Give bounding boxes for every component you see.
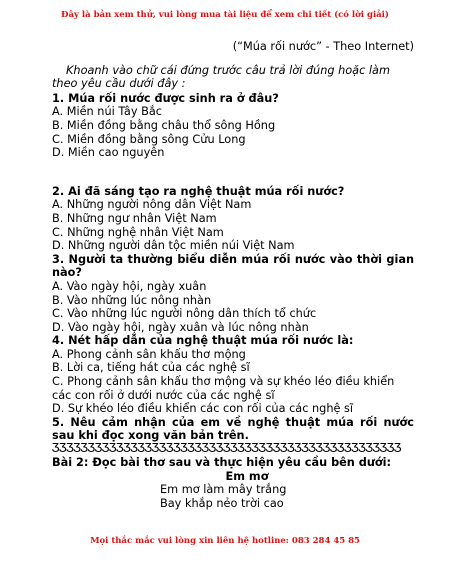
answer-option[interactable]: B. Vào những lúc nông nhàn: [52, 293, 212, 307]
answer-option[interactable]: C. Miền đồng bằng sông Cửu Long: [52, 132, 246, 146]
answer-option[interactable]: D. Miền cao nguyên: [52, 146, 165, 160]
question-text: 2. Ai đã sáng tạo ra nghệ thuật múa rối nước?: [52, 184, 345, 198]
answer-option[interactable]: A. Những người nông dân Việt Nam: [52, 198, 252, 212]
answer-option[interactable]: A. Miền núi Tây Bắc: [52, 105, 163, 119]
question-text: 1. Múa rối nước được sinh ra ở đâu?: [52, 91, 279, 105]
answer-option[interactable]: A. Vào ngày hội, ngày xuân: [52, 279, 207, 293]
question-text: 4. Nét hấp dẫn của nghệ thuật múa rối nước là:: [52, 334, 354, 348]
poem-line: Bay khắp nẻo trời cao: [160, 496, 284, 510]
answer-option[interactable]: D. Những người dân tộc miền núi Việt Nam: [52, 239, 295, 253]
answer-lines[interactable]: ƷƷƷƷƷƷƷƷƷƷƷƷƷƷƷƷƷƷƷƷƷƷƷƷƷƷƷƷƷƷƷƷƷƷƷƷƷƷƷƷƷƷƷƷƷƷƷƷƷ: [52, 441, 402, 456]
answer-option[interactable]: B. Những ngư nhân Việt Nam: [52, 211, 217, 225]
answer-option[interactable]: B. Miền đồng bằng châu thổ sông Hồng: [52, 118, 276, 132]
poem-line: Em mơ làm mây trắng: [160, 483, 287, 497]
instruction-text: Khoanh vào chữ cái đứng trước câu trả lời đúng hoặc làm theo yêu cầu dưới đây :: [52, 63, 390, 91]
question-1: [52, 92, 414, 160]
preview-banner: Đây là bản xem thử, vui lòng mua tài liệu để xem chi tiết (có lời giải): [61, 10, 389, 20]
question-text: 5. Nêu cảm nhận của em về nghệ thuật múa rối nước sau khi đọc xong văn bản trên.: [52, 415, 414, 443]
answer-option[interactable]: D. Sự khéo léo điều khiển các con rối của các nghệ sĩ: [52, 402, 354, 416]
question-text: 3. Người ta thường biểu diễn múa rối nước vào thời gian nào?: [52, 252, 414, 280]
answer-option[interactable]: C. Những nghệ nhân Việt Nam: [52, 225, 224, 239]
hotline-banner: Mọi thắc mắc vui lòng xin liên hệ hotline: 083 284 45 85: [90, 536, 360, 546]
exercise-2-heading: Bài 2: Đọc bài thơ sau và thực hiện yêu cầu bên dưới:: [52, 456, 392, 470]
question-3: [52, 253, 414, 335]
question-4: [52, 334, 414, 416]
spacer: [52, 160, 414, 185]
answer-option[interactable]: C. Vào những lúc người nông dân thích tổ chức: [52, 307, 317, 321]
document-page: [52, 40, 414, 510]
source-citation: (“Múa rối nước” - Theo Internet): [232, 40, 414, 53]
question-2: [52, 185, 414, 253]
answer-option[interactable]: D. Vào ngày hội, ngày xuân và lúc nông nhàn: [52, 320, 309, 334]
answer-option[interactable]: C. Phong cảnh sân khấu thơ mộng và sự khéo léo điều khiển các con rối ở dưới nước của các nghệ sĩ: [52, 375, 395, 402]
answer-option[interactable]: A. Phong cảnh sân khấu thơ mộng: [52, 347, 246, 361]
question-5: [52, 416, 414, 454]
poem-title: Em mơ: [225, 469, 269, 483]
answer-option[interactable]: B. Lời ca, tiếng hát của các nghệ sĩ: [52, 361, 250, 375]
